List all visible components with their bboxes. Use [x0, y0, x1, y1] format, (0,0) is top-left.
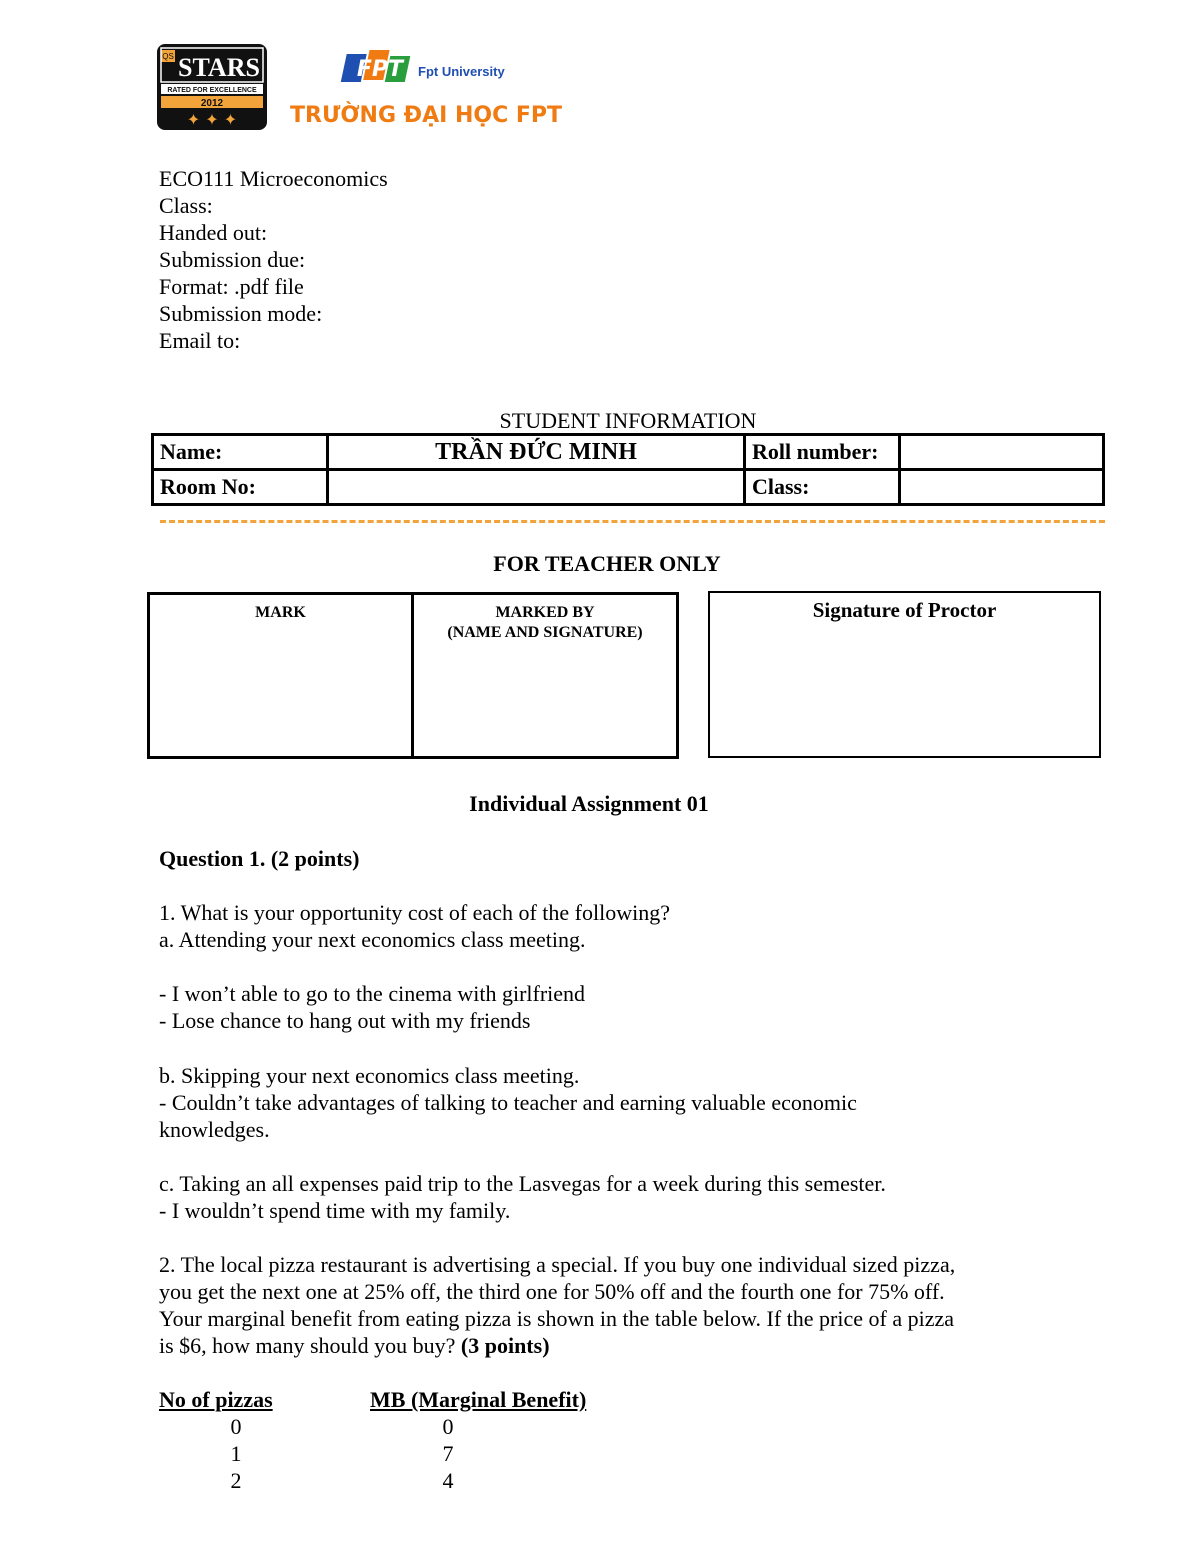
roll-number-label: Roll number:	[745, 435, 900, 470]
teacher-section-title: FOR TEACHER ONLY	[493, 551, 721, 576]
mb-col-header: MB (Marginal Benefit)	[370, 1387, 587, 1412]
marked-by-box	[411, 592, 679, 759]
marked-by-label: MARKED BY	[495, 604, 595, 621]
class-value	[900, 470, 1104, 505]
pizza-row-2-count: 2	[230, 1468, 242, 1493]
question-1-heading: Question 1. (2 points)	[159, 846, 360, 871]
q2-points: (3 points)	[460, 1333, 550, 1358]
svg-text:QS: QS	[162, 52, 174, 61]
proctor-label: Signature of Proctor	[812, 598, 997, 622]
email-to-line: Email to:	[159, 328, 241, 353]
room-label: Room No:	[153, 470, 328, 505]
q1a: a. Attending your next economics class meeting.	[159, 927, 586, 952]
submission-due-line: Submission due:	[159, 247, 306, 272]
student-info-title: STUDENT INFORMATION	[499, 408, 757, 433]
svg-text:RATED FOR EXCELLENCE: RATED FOR EXCELLENCE	[167, 87, 257, 94]
pizza-row-0-count: 0	[230, 1414, 242, 1439]
q2-line-2: you get the next one at 25% off, the third one for 50% off and the fourth one for 75% off.	[159, 1279, 945, 1304]
svg-text:FPT: FPT	[356, 57, 404, 82]
cut-line-divider	[160, 520, 1105, 523]
student-info-table	[151, 433, 1105, 506]
class-line: Class:	[159, 193, 213, 218]
svg-text:Fpt University: Fpt University	[418, 64, 505, 79]
handed-out-line: Handed out:	[159, 220, 268, 245]
marked-by-sub: (NAME AND SIGNATURE)	[447, 624, 643, 641]
q1c: c. Taking an all expenses paid trip to the Lasvegas for a week during this semester.	[159, 1171, 886, 1196]
school-name: TRƯỜNG ĐẠI HỌC FPT	[290, 103, 563, 128]
roll-number-value	[900, 435, 1104, 470]
pizza-row-0-mb: 0	[442, 1414, 454, 1439]
q1b: b. Skipping your next economics class meeting.	[159, 1063, 580, 1088]
submission-mode-line: Submission mode:	[159, 301, 323, 326]
qs-stars-logo	[157, 44, 269, 132]
q1b-answer-2: knowledges.	[159, 1117, 270, 1142]
class-label: Class:	[745, 470, 900, 505]
q2-question: is $6, how many should you buy?	[159, 1333, 456, 1358]
q1a-answer-2: - Lose chance to hang out with my friends	[159, 1008, 531, 1033]
format-line: Format: .pdf file	[159, 274, 304, 299]
svg-text:✦ ✦ ✦: ✦ ✦ ✦	[186, 110, 238, 129]
name-label: Name:	[153, 435, 328, 470]
q2-line-4	[159, 1332, 550, 1359]
pizza-row-1-count: 1	[230, 1441, 242, 1466]
room-value	[328, 470, 745, 505]
mark-label: MARK	[255, 604, 306, 621]
q1-prompt: 1. What is your opportunity cost of each of the following?	[159, 900, 670, 925]
course-title: ECO111 Microeconomics	[159, 166, 388, 191]
fpt-logo	[346, 48, 505, 88]
q2-line-3: Your marginal benefit from eating pizza is shown in the table below. If the price of a pizza	[159, 1306, 955, 1331]
mark-box	[147, 592, 414, 759]
pizza-row-2-mb: 4	[442, 1468, 454, 1493]
q1c-answer: - I wouldn’t spend time with my family.	[159, 1198, 511, 1223]
proctor-signature-box	[708, 591, 1101, 758]
assignment-title: Individual Assignment 01	[469, 791, 709, 816]
q2-line-1: 2. The local pizza restaurant is advertising a special. If you buy one individual sized pizza,	[159, 1252, 956, 1277]
name-value: TRẦN ĐỨC MINH	[328, 435, 745, 470]
stars-text: STARS	[178, 53, 260, 82]
pizza-row-1-mb: 7	[442, 1441, 454, 1466]
q1b-answer-1: - Couldn’t take advantages of talking to teacher and earning valuable economic	[159, 1090, 857, 1115]
svg-text:2012: 2012	[200, 98, 224, 109]
pizza-col-header: No of pizzas	[159, 1387, 273, 1412]
q1a-answer-1: - I won’t able to go to the cinema with girlfriend	[159, 981, 586, 1006]
